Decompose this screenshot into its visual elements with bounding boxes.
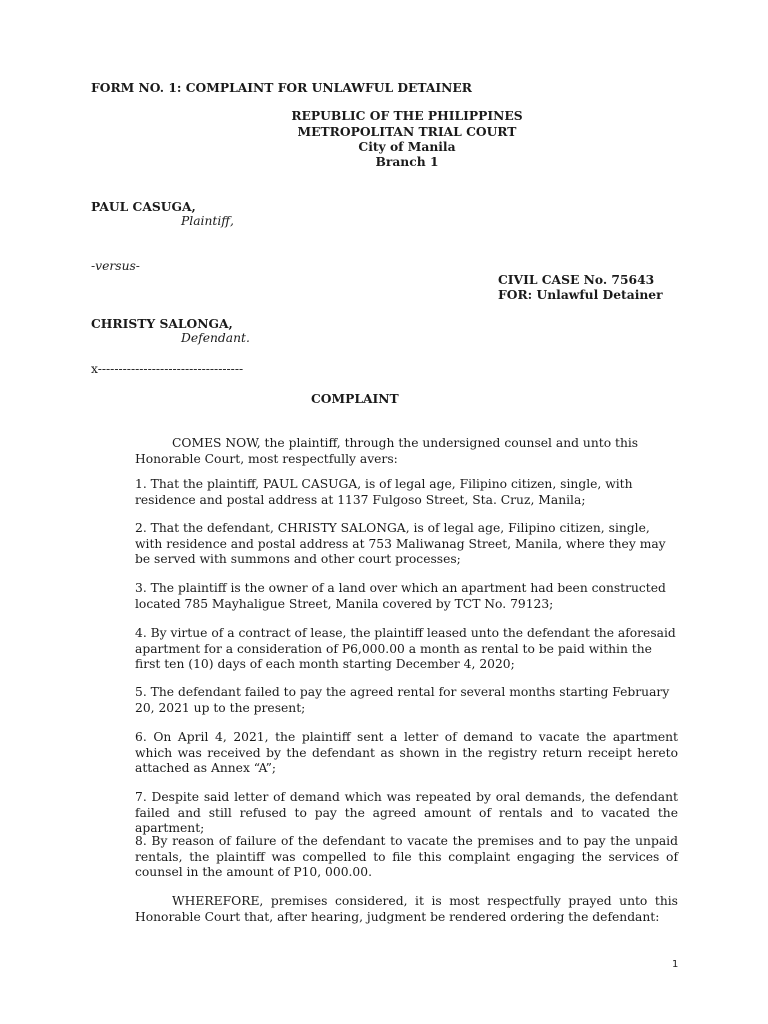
allegation-paragraph: 1. That the plaintiff, PAUL CASUGA, is of legal age, Filipino citizen, single, with residence and postal address at 1137 Fulgoso Street, Sta. Cruz, Manila;	[135, 477, 633, 507]
prayer-paragraph: WHEREFORE, premises considered, it is most respectfully prayed unto this Honorable Court that, after hearing, judgment be rendered ordering the defendant:	[135, 894, 678, 924]
document-title: COMPLAINT	[311, 391, 399, 406]
allegation-paragraph: 2. That the defendant, CHRISTY SALONGA, is of legal age, Filipino citizen, single, with residence and postal address at 753 Maliwanag Street, Manila, where they may be served with summons and other court processes;	[135, 521, 666, 566]
allegation-paragraph: 5. The defendant failed to pay the agreed rental for several months starting February 20, 2021 up to the present;	[135, 685, 670, 715]
allegation-paragraph: 7. Despite said letter of demand which was repeated by oral demands, the defendant failed and still refused to pay the agreed amount of rentals and to vacated the apartment;	[135, 790, 678, 835]
court-republic: REPUBLIC OF THE PHILIPPINES	[291, 108, 523, 123]
allegation-paragraph: 8. By reason of failure of the defendant to vacate the premises and to pay the unpaid rentals, the plaintiff was compelled to file this complaint engaging the services of counsel in the amount of P10, 000.00.	[135, 834, 678, 879]
plaintiff-role: Plaintiff,	[181, 214, 234, 228]
allegation-paragraph: 3. The plaintiff is the owner of a land over which an apartment had been constructed located 785 Mayhaligue Street, Manila covered by TCT No. 79123;	[135, 581, 666, 611]
defendant-role: Defendant.	[181, 331, 250, 345]
case-number: CIVIL CASE No. 75643	[498, 272, 655, 287]
case-nature: FOR: Unlawful Detainer	[498, 287, 663, 302]
allegation-paragraph: 4. By virtue of a contract of lease, the plaintiff leased unto the defendant the aforesaid apartment for a consideration of P6,000.00 a month as rental to be paid within the first ten (10) days of each month starting December 4, 2020;	[135, 626, 676, 671]
allegation-paragraph: 6. On April 4, 2021, the plaintiff sent a letter of demand to vacate the apartment which was received by the defendant as shown in the registry return receipt hereto attached as Annex “A”;	[135, 730, 678, 775]
plaintiff-name: PAUL CASUGA,	[91, 199, 196, 214]
caption-separator: x-----------------------------------	[91, 362, 244, 376]
opening-paragraph: COMES NOW, the plaintiff, through the undersigned counsel and unto this Honorable Court, most respectfully avers:	[135, 436, 639, 466]
page-number: 1	[672, 959, 679, 970]
court-city: City of Manila	[358, 139, 456, 154]
form-title: FORM NO. 1: COMPLAINT FOR UNLAWFUL DETAINER	[91, 80, 473, 95]
court-branch: Branch 1	[375, 154, 439, 169]
court-name: METROPOLITAN TRIAL COURT	[297, 124, 517, 139]
defendant-name: CHRISTY SALONGA,	[91, 316, 233, 331]
versus-label: -versus-	[91, 259, 140, 273]
